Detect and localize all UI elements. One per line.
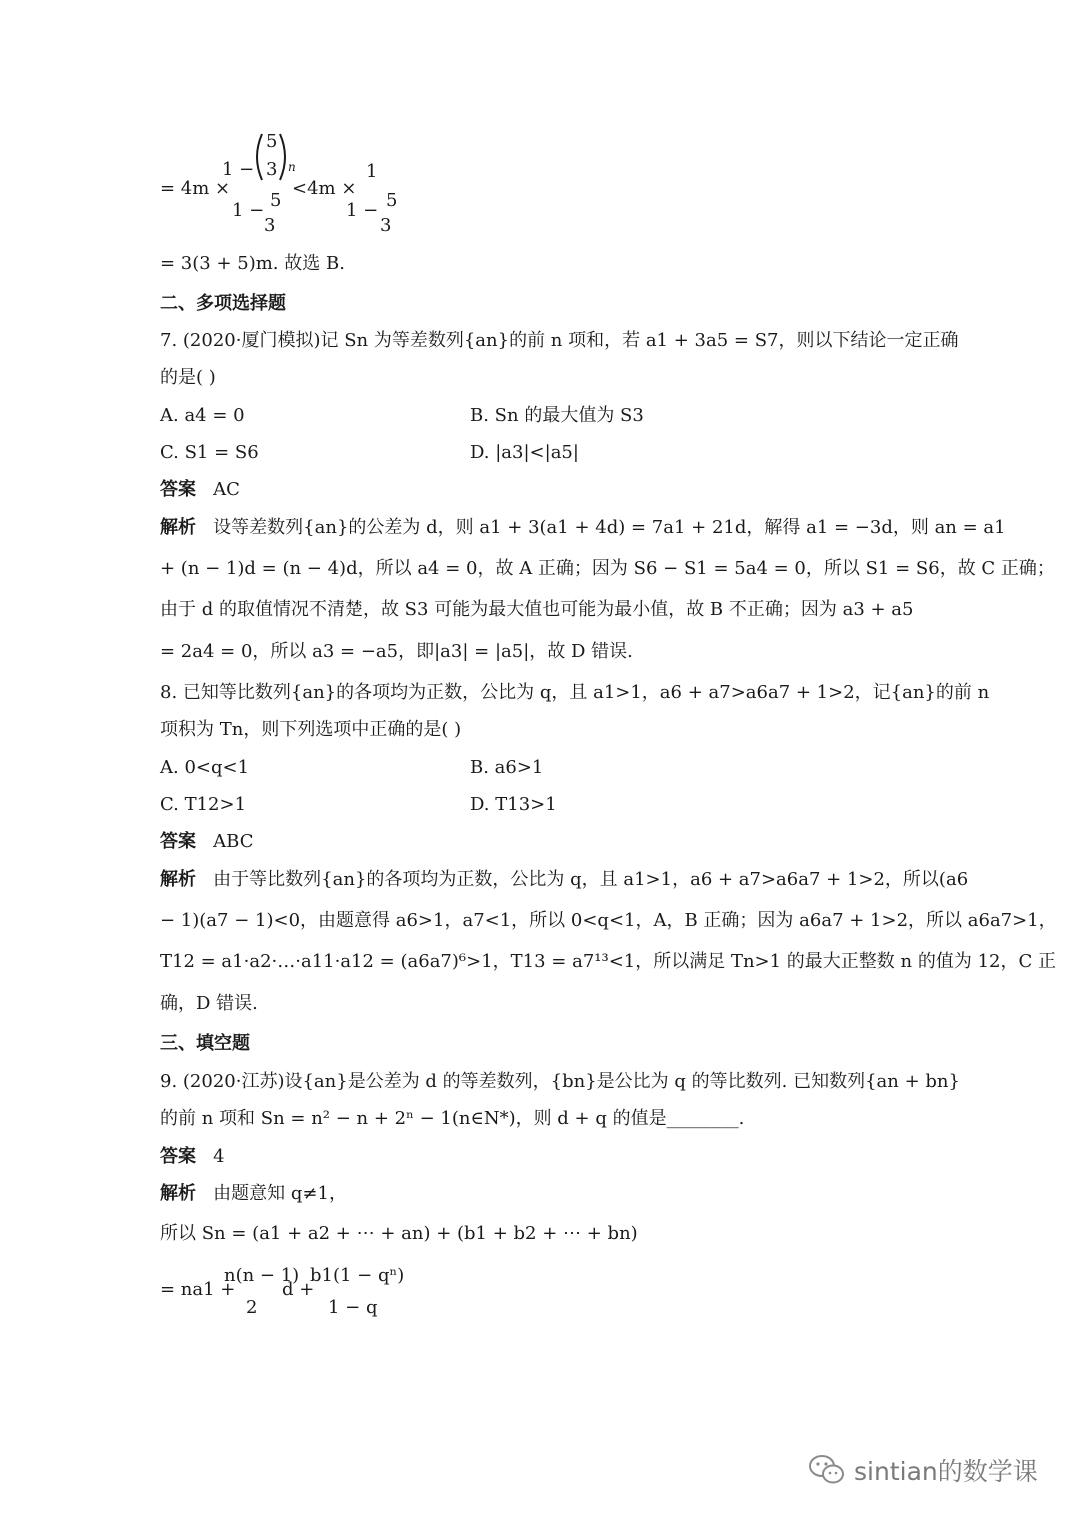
second-denominator-one-minus: 1 − — [346, 200, 379, 221]
q9-stem-line-2: 的前 n 项和 Sn = n² − n + 2ⁿ − 1(n∈N*)，则 d + q 的值是________. — [160, 1108, 745, 1129]
q7-option-d: D. |a3|<|a5| — [470, 442, 579, 463]
analysis-text: 由于等比数列{an}的各项均为正数，公比为 q，且 a1>1，a6 + a7>a6a7 + 1>2，所以(a6 — [213, 869, 969, 890]
numerator-frac-top: 5 — [266, 131, 278, 152]
denominator-frac-bottom: 3 — [264, 215, 276, 236]
answer-value: ABC — [213, 831, 254, 852]
q8-option-c: C. T12>1 — [160, 794, 247, 815]
q9-stem-line-1: 9. (2020·江苏)设{an}是公差为 d 的等差数列，{bn}是公比为 q 的等比数列. 已知数列{an + bn} — [160, 1071, 960, 1092]
q8-stem-line-2: 项积为 Tn，则下列选项中正确的是( ) — [160, 719, 462, 740]
fraction-1-numerator: n(n − 1) — [224, 1265, 300, 1286]
fraction-2-denominator: 1 − q — [328, 1297, 378, 1318]
q9-analysis-line-2: 所以 Sn = (a1 + a2 + ⋯ + an) + (b1 + b2 + ⋯ + bn) — [160, 1223, 638, 1244]
numerator-one-minus: 1 − — [222, 159, 255, 180]
answer-label: 答案 — [160, 831, 196, 852]
q7-stem-line-2: 的是( ) — [160, 367, 216, 388]
second-denominator-frac-top: 5 — [386, 190, 398, 211]
fraction-1-denominator: 2 — [246, 1297, 258, 1318]
fraction-1-after: d + — [282, 1279, 315, 1300]
answer-value: AC — [213, 479, 240, 500]
analysis-text: 由题意知 q≠1， — [213, 1183, 347, 1204]
q8-option-b: B. a6>1 — [470, 757, 544, 778]
exponent-n: n — [288, 160, 296, 174]
q7-analysis-line-4: = 2a4 = 0，所以 a3 = −a5，即|a3| = |a5|，故 D 错误. — [160, 641, 633, 662]
q9-answer — [160, 1145, 225, 1169]
watermark — [808, 1450, 1038, 1490]
q8-analysis-line-1 — [160, 868, 968, 892]
q7-stem-line-1: 7. (2020·厦门模拟)记 Sn 为等差数列{an}的前 n 项和，若 a1 + 3a5 = S7，则以下结论一定正确 — [160, 330, 959, 351]
q8-option-a: A. 0<q<1 — [160, 757, 250, 778]
q8-answer — [160, 830, 254, 854]
second-numerator: 1 — [366, 161, 378, 182]
analysis-label: 解析 — [160, 1183, 196, 1204]
q7-option-b: B. Sn 的最大值为 S3 — [470, 405, 644, 426]
q7-option-c: C. S1 = S6 — [160, 442, 259, 463]
formula-prefix: = na1 + — [160, 1279, 236, 1300]
q7-analysis-line-3: 由于 d 的取值情况不清楚，故 S3 可能为最大值也可能为最小值，故 B 不正确；因为 a3 + a5 — [160, 599, 914, 620]
section-title-fill-in: 三、填空题 — [160, 1033, 250, 1054]
numerator-frac-bottom: 3 — [266, 159, 278, 180]
q8-option-d: D. T13>1 — [470, 794, 557, 815]
q8-analysis-line-2: − 1)(a7 − 1)<0，由题意得 a6>1，a7<1，所以 0<q<1，A，B 正确；因为 a6a7 + 1>2，所以 a6a7>1， — [160, 910, 1057, 931]
right-paren — [276, 132, 290, 182]
left-paren — [248, 132, 266, 182]
section-title-multiple-choice: 二、多项选择题 — [160, 293, 286, 314]
q8-analysis-line-4: 确，D 错误. — [160, 993, 258, 1014]
answer-label: 答案 — [160, 479, 196, 500]
analysis-label: 解析 — [160, 517, 196, 538]
q7-option-a: A. a4 = 0 — [160, 405, 245, 426]
q7-answer — [160, 478, 240, 502]
q7-analysis-line-1 — [160, 516, 1006, 540]
fraction-2-numerator: b1(1 − qⁿ) — [310, 1265, 405, 1286]
formula-prefix: = 4m × — [160, 178, 231, 199]
wechat-icon — [808, 1454, 846, 1486]
second-denominator-frac-bottom: 3 — [380, 215, 392, 236]
watermark-text: sintian的数学课 — [854, 1457, 1038, 1486]
q8-analysis-line-3: T12 = a1·a2·…·a11·a12 = (a6a7)⁶>1，T13 = a7¹³<1，所以满足 Tn>1 的最大正整数 n 的值为 12，C 正 — [160, 951, 1056, 972]
q9-analysis-line-1 — [160, 1182, 347, 1206]
q7-analysis-line-2: + (n − 1)d = (n − 4)d，所以 a4 = 0，故 A 正确；因为 S6 − S1 = 5a4 = 0，所以 S1 = S6，故 C 正确； — [160, 558, 1055, 579]
denominator-one-minus: 1 − — [232, 200, 265, 221]
denominator-frac-top: 5 — [270, 190, 282, 211]
answer-label: 答案 — [160, 1146, 196, 1167]
less-than-text: <4m × — [292, 178, 357, 199]
analysis-label: 解析 — [160, 869, 196, 890]
result-line: = 3(3 + 5)m. 故选 B. — [160, 253, 345, 274]
q8-stem-line-1: 8. 已知等比数列{an}的各项均为正数，公比为 q，且 a1>1，a6 + a7>a6a7 + 1>2，记{an}的前 n — [160, 682, 990, 703]
analysis-text: 设等差数列{an}的公差为 d，则 a1 + 3(a1 + 4d) = 7a1 + 21d，解得 a1 = −3d，则 an = a1 — [213, 517, 1006, 538]
answer-value: 4 — [213, 1146, 225, 1167]
